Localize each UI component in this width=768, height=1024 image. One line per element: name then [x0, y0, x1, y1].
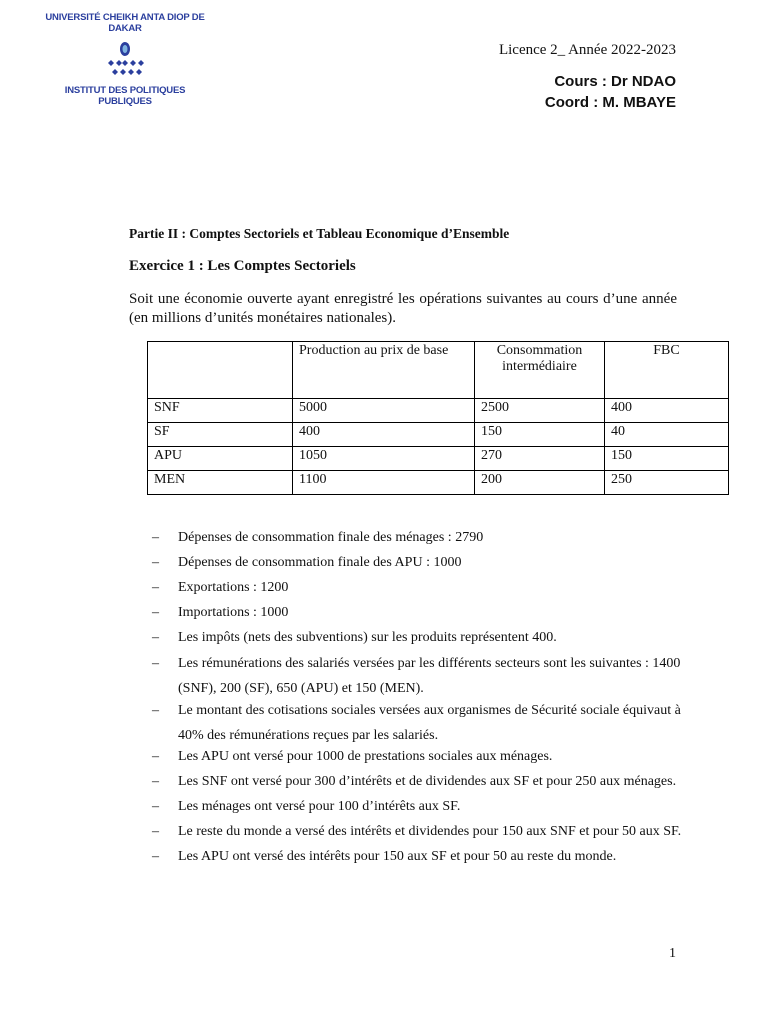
list-item-text: Importations : 1000: [178, 605, 289, 620]
list-item: [152, 651, 682, 701]
table-cell: 400: [605, 399, 729, 423]
table-row: [148, 399, 729, 423]
list-item-text: Les impôts (nets des subventions) sur les produits représentent 400.: [178, 630, 557, 645]
operations-list: [152, 530, 682, 874]
exercise-title: Exercice 1 : Les Comptes Sectoriels: [129, 258, 356, 274]
dash-bullet: –: [152, 749, 159, 764]
table-cell: 2500: [475, 399, 605, 423]
course-info: [499, 42, 676, 113]
list-item: [152, 698, 682, 748]
list-item: [152, 774, 682, 790]
list-item: [152, 849, 682, 865]
dash-bullet: –: [152, 605, 159, 620]
table-cell: 150: [605, 447, 729, 471]
table-header-cell: [148, 342, 293, 399]
table-cell: 250: [605, 471, 729, 495]
list-item-text: Exportations : 1200: [178, 580, 289, 595]
sector-table: [147, 341, 729, 495]
table-cell: SF: [148, 423, 293, 447]
institute-name: INSTITUT DES POLITIQUES PUBLIQUES: [64, 85, 186, 107]
list-item: [152, 630, 682, 646]
dash-bullet: –: [152, 824, 159, 839]
dash-bullet: –: [152, 530, 159, 545]
list-item: [152, 824, 682, 840]
table-cell: 1100: [293, 471, 475, 495]
list-item: [152, 530, 682, 546]
list-item: [152, 580, 682, 596]
emblem-icon: [105, 38, 145, 78]
institution-logo: [40, 12, 210, 107]
list-item-text: Le reste du monde a versé des intérêts et dividendes pour 150 aux SNF et pour 50 aux SF.: [178, 824, 682, 839]
table-row: [148, 471, 729, 495]
table-cell: APU: [148, 447, 293, 471]
dash-bullet: –: [152, 630, 159, 645]
list-item-text: Les APU ont versé des intérêts pour 150 aux SF et pour 50 au reste du monde.: [178, 849, 617, 864]
intro-paragraph: Soit une économie ouverte ayant enregistré les opérations suivantes au cours d’une année (en millions d’unités monétaires nationales).: [129, 291, 677, 326]
dash-bullet: –: [152, 656, 159, 671]
table-cell: MEN: [148, 471, 293, 495]
course-teacher: Cours : Dr NDAO: [554, 73, 676, 90]
table-header-cell: Consommation intermédiaire: [475, 342, 605, 399]
list-item: [152, 555, 682, 571]
table-cell: 400: [293, 423, 475, 447]
table-row: [148, 447, 729, 471]
list-item-text: Dépenses de consommation finale des ménages : 2790: [178, 530, 484, 545]
dash-bullet: –: [152, 555, 159, 570]
list-item-text: Les SNF ont versé pour 300 d’intérêts et de dividendes aux SF et pour 250 aux ménages.: [178, 774, 677, 789]
list-item-text: Les rémunérations des salariés versées par les différents secteurs sont les suivantes : 1400 (SNF), 200 (SF), 650 (APU) et 150 (MEN).: [178, 656, 681, 696]
table-header-row: [148, 342, 729, 399]
academic-year: Licence 2_ Année 2022-2023: [498, 42, 676, 58]
table-cell: 5000: [293, 399, 475, 423]
table-cell: SNF: [148, 399, 293, 423]
dash-bullet: –: [152, 774, 159, 789]
dash-bullet: –: [152, 580, 159, 595]
page-number: 1: [669, 946, 676, 961]
list-item: [152, 799, 682, 815]
table-cell: 270: [475, 447, 605, 471]
list-item: [152, 605, 682, 621]
table-cell: 1050: [293, 447, 475, 471]
university-name: UNIVERSITÉ CHEIKH ANTA DIOP DE DAKAR: [45, 12, 205, 34]
table-cell: 150: [475, 423, 605, 447]
course-coordinator: Coord : M. MBAYE: [544, 94, 676, 111]
part-title: Partie II : Comptes Sectoriels et Tableau Economique d’Ensemble: [129, 226, 510, 241]
dash-bullet: –: [152, 703, 159, 718]
list-item: [152, 749, 682, 765]
table-row: [148, 423, 729, 447]
list-item-text: Le montant des cotisations sociales versées aux organismes de Sécurité sociale équivaut à 40% des rémunérations reçues par les salariés.: [178, 703, 681, 743]
list-item-text: Les APU ont versé pour 1000 de prestations sociales aux ménages.: [178, 749, 553, 764]
table-header-cell: Production au prix de base: [293, 342, 475, 399]
list-item-text: Dépenses de consommation finale des APU : 1000: [178, 555, 462, 570]
table-header-cell: FBC: [605, 342, 729, 399]
table-cell: 200: [475, 471, 605, 495]
dash-bullet: –: [152, 799, 159, 814]
table-cell: 40: [605, 423, 729, 447]
list-item-text: Les ménages ont versé pour 100 d’intérêts aux SF.: [178, 799, 461, 814]
dash-bullet: –: [152, 849, 159, 864]
